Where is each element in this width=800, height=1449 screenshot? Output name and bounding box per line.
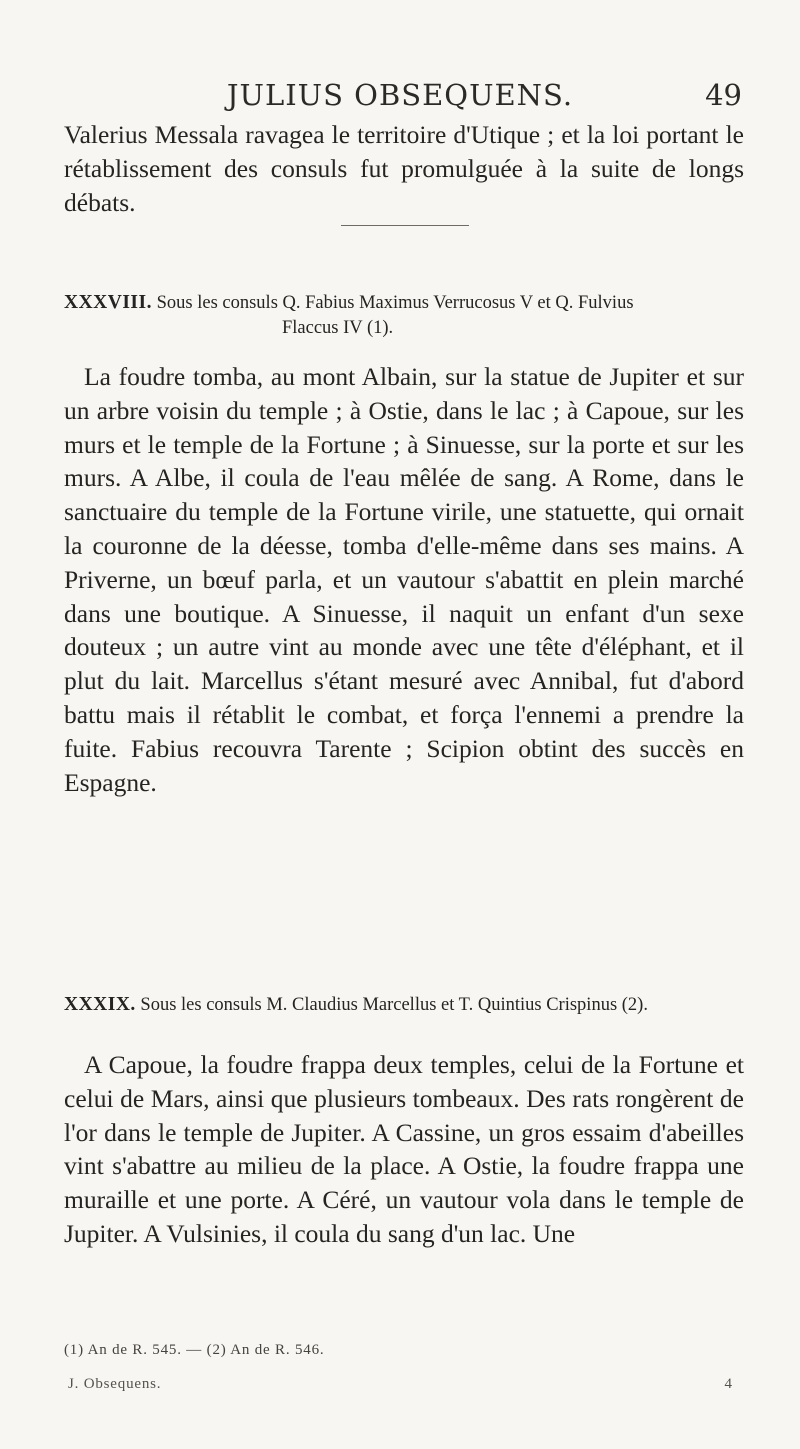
section-heading-xxxviii xyxy=(64,290,744,341)
page-number: 49 xyxy=(705,78,742,112)
footnote-ref: (1). xyxy=(366,318,394,338)
footnotes: (1) An de R. 545. — (2) An de R. 546. xyxy=(64,1342,325,1358)
section-heading-text: Sous les consuls M. Claudius Marcellus et T. Quintius Crispinus xyxy=(140,995,618,1015)
section-body-xxxix: A Capoue, la foudre frappa deux temples, celui de la Fortune et celui de Mars, ainsi que plusieurs tombeaux. Des rats rongèrent de l'or dans le temple de Jupiter. A Cassine, un gros essaim d'abeilles vint s'abattre au milieu de la place. A Ostie, la foudre frappa une muraille et une porte. A Céré, un vautour vola dans le temple de Jupiter. A Vulsinies, il coula du sang d'un lac. Une xyxy=(64,1050,744,1248)
printer-signature: J. Obsequens. xyxy=(68,1376,162,1392)
continuation-paragraph: Valerius Messala ravagea le territoire d'Utique ; et la loi portant le rétablissement des consuls fut promulguée à la suite de longs débats. xyxy=(64,120,744,217)
footnote-ref: (2). xyxy=(621,995,648,1015)
section-number: XXXIX. xyxy=(64,994,136,1015)
section-heading-continuation: Flaccus IV (1). xyxy=(282,318,394,338)
section-heading-text: Sous les consuls Q. Fabius Maximus Verrucosus V et Q. Fulvius xyxy=(156,293,634,313)
running-title: JULIUS OBSEQUENS. xyxy=(226,78,574,112)
running-head xyxy=(0,78,800,118)
signature-mark: 4 xyxy=(724,1376,732,1392)
section-divider xyxy=(341,225,469,226)
section-body-xxxviii: La foudre tomba, au mont Albain, sur la statue de Jupiter et sur un arbre voisin du temple ; à Ostie, dans le lac ; à Capoue, sur les murs et le temple de la Fortune ; à Sinuesse, sur la porte et sur les murs. A Albe, il coula de l'eau mêlée de sang. A Rome, dans le sanctuaire du temple de la Fortune virile, une statuette, qui ornait la couronne de la déesse, tomba d'elle-même dans ses mains. A Priverne, un bœuf parla, et un vautour s'abattit en plein marché dans une boutique. A Sinuesse, il naquit un enfant d'un sexe douteux ; un autre vint au monde avec une tête d'éléphant, et il plut du lait. Marcellus s'étant mesuré avec Annibal, fut d'abord battu mais il rétablit le combat, et força l'ennemi a prendre la fuite. Fabius recouvra Tarente ; Scipion obtint des succès en Espagne. xyxy=(64,362,744,797)
section-heading-xxxix xyxy=(64,992,744,1018)
section-number: XXXVIII. xyxy=(64,292,152,313)
